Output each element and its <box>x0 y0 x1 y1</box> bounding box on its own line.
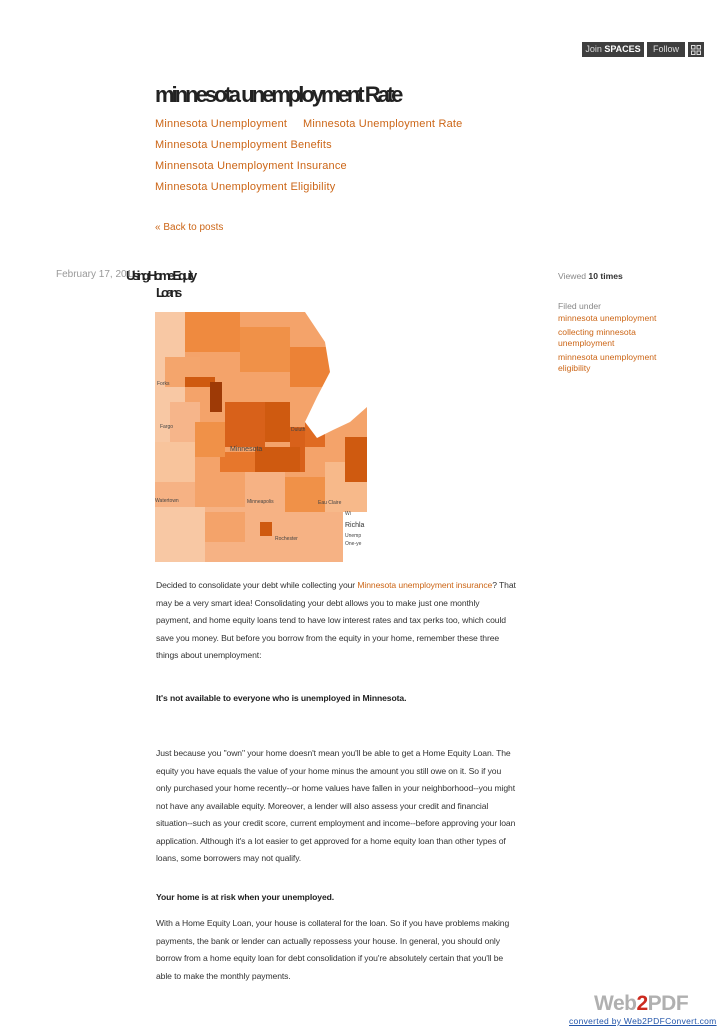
back-to-posts-link[interactable]: « Back to posts <box>155 222 224 233</box>
nav-link-unemployment-benefits[interactable]: Minnesota Unemployment Benefits <box>155 139 332 151</box>
post-heading-1: It's not available to everyone who is unemployed in Minnesota. <box>156 693 407 703</box>
join-spaces-button[interactable] <box>582 42 644 57</box>
nav-link-unemployment-insurance[interactable]: Minnensota Unemployment Insurance <box>155 160 347 172</box>
viewed-prefix: Viewed <box>558 271 587 281</box>
follow-button[interactable]: Follow <box>647 42 685 57</box>
filed-under-label: Filed under <box>558 301 601 311</box>
minnesota-unemployment-map <box>155 312 367 562</box>
tag-link-minnesota-unemployment-eligibility[interactable]: minnesota unemployment eligibility <box>558 352 657 373</box>
join-label: Join <box>585 44 602 54</box>
grid-icon <box>691 45 701 55</box>
map-label-rochester: Rochester <box>275 536 298 542</box>
map-label-eau-claire: Eau Claire <box>318 500 342 506</box>
nav-link-unemployment-rate[interactable]: Minnesota Unemployment Rate <box>303 118 463 130</box>
map-label-minnesota: Minnesota <box>230 446 263 453</box>
tag-link-collecting-minnesota-unemployment[interactable]: collecting minnesota unemployment <box>558 327 636 348</box>
post-paragraph-2: Just because you "own" your home doesn't mean you'll be able to get a Home Equity Loan. The equity you have equals the value of your home minus the amount you still owe on it. So if you only purchased your home recently--or home values have fallen in your neighborhood--you might not have any available equity. Moreover, a lender will also assess your credit and financial situation--such as your credit score, current employment and income--before approving your loan application. Although it's a lot easier to get approved for a home equity loan than other types of loans, some borrowers may not qualify. <box>156 748 516 863</box>
top-toolbar <box>582 42 704 57</box>
view-count <box>558 271 623 281</box>
grid-menu-button[interactable] <box>688 42 704 57</box>
post-date: February 17, 2011 <box>56 269 137 280</box>
post-heading-2: Your home is at risk when your unemployed. <box>156 892 335 902</box>
tag-link-minnesota-unemployment[interactable]: minnesota unemployment <box>558 313 657 323</box>
map-graphic <box>155 312 367 562</box>
space-title[interactable]: minnesota unemployment Rate <box>155 82 401 107</box>
map-label-duluth: Duluth <box>291 427 306 433</box>
logo-part-pdf: PDF <box>647 992 689 1015</box>
logo-part-web: Web <box>594 992 637 1015</box>
web2pdf-logo <box>594 992 688 1016</box>
map-legend-line-2: Unemp <box>345 533 362 539</box>
map-label-minneapolis: Minneapolis <box>247 499 274 505</box>
viewed-count: 10 times <box>588 271 623 281</box>
nav-link-unemployment[interactable]: Minnesota Unemployment <box>155 118 288 130</box>
unemployment-insurance-link[interactable]: Minnesota unemployment insurance <box>357 580 493 590</box>
post-title-line-2: Loans <box>156 285 180 300</box>
converted-by-link[interactable]: converted by Web2PDFConvert.com <box>569 1016 717 1026</box>
post-paragraph-1-text-b: ? That may be a very smart idea! Consolidating your debt allows you to make just one monthly payment, and home equity loans tend to have low interest rates and tax perks too, which could save you money. But before you borrow from the equity in your home, remember these three things about unemployment: <box>156 580 516 660</box>
post-paragraph-1-text-a: Decided to consolidate your debt while collecting your <box>156 580 358 590</box>
map-legend-line-3: One-ye <box>345 541 362 547</box>
map-label-watertown: Watertown <box>155 498 179 504</box>
map-label-fargo: Fargo <box>160 424 174 430</box>
post-title-line-1: Using Home Equity <box>126 268 195 283</box>
join-strong-label: SPACES <box>604 44 641 54</box>
map-label-forks: Forks <box>157 381 170 387</box>
post-paragraph-3: With a Home Equity Loan, your house is collateral for the loan. So if you have problems making payments, the bank or lender can actually repossess your house. In general, you should only borrow from a home equity loan for debt consolidation if you're absolutely certain that you'll be able to make the monthly payments. <box>156 918 510 981</box>
map-label-wi: Wi <box>345 511 351 517</box>
logo-part-2: 2 <box>636 992 648 1015</box>
map-legend-title: Richla <box>345 522 365 529</box>
post-paragraph-1 <box>156 577 516 665</box>
nav-link-unemployment-eligibility[interactable]: Minnesota Unemployment Eligibility <box>155 181 336 193</box>
